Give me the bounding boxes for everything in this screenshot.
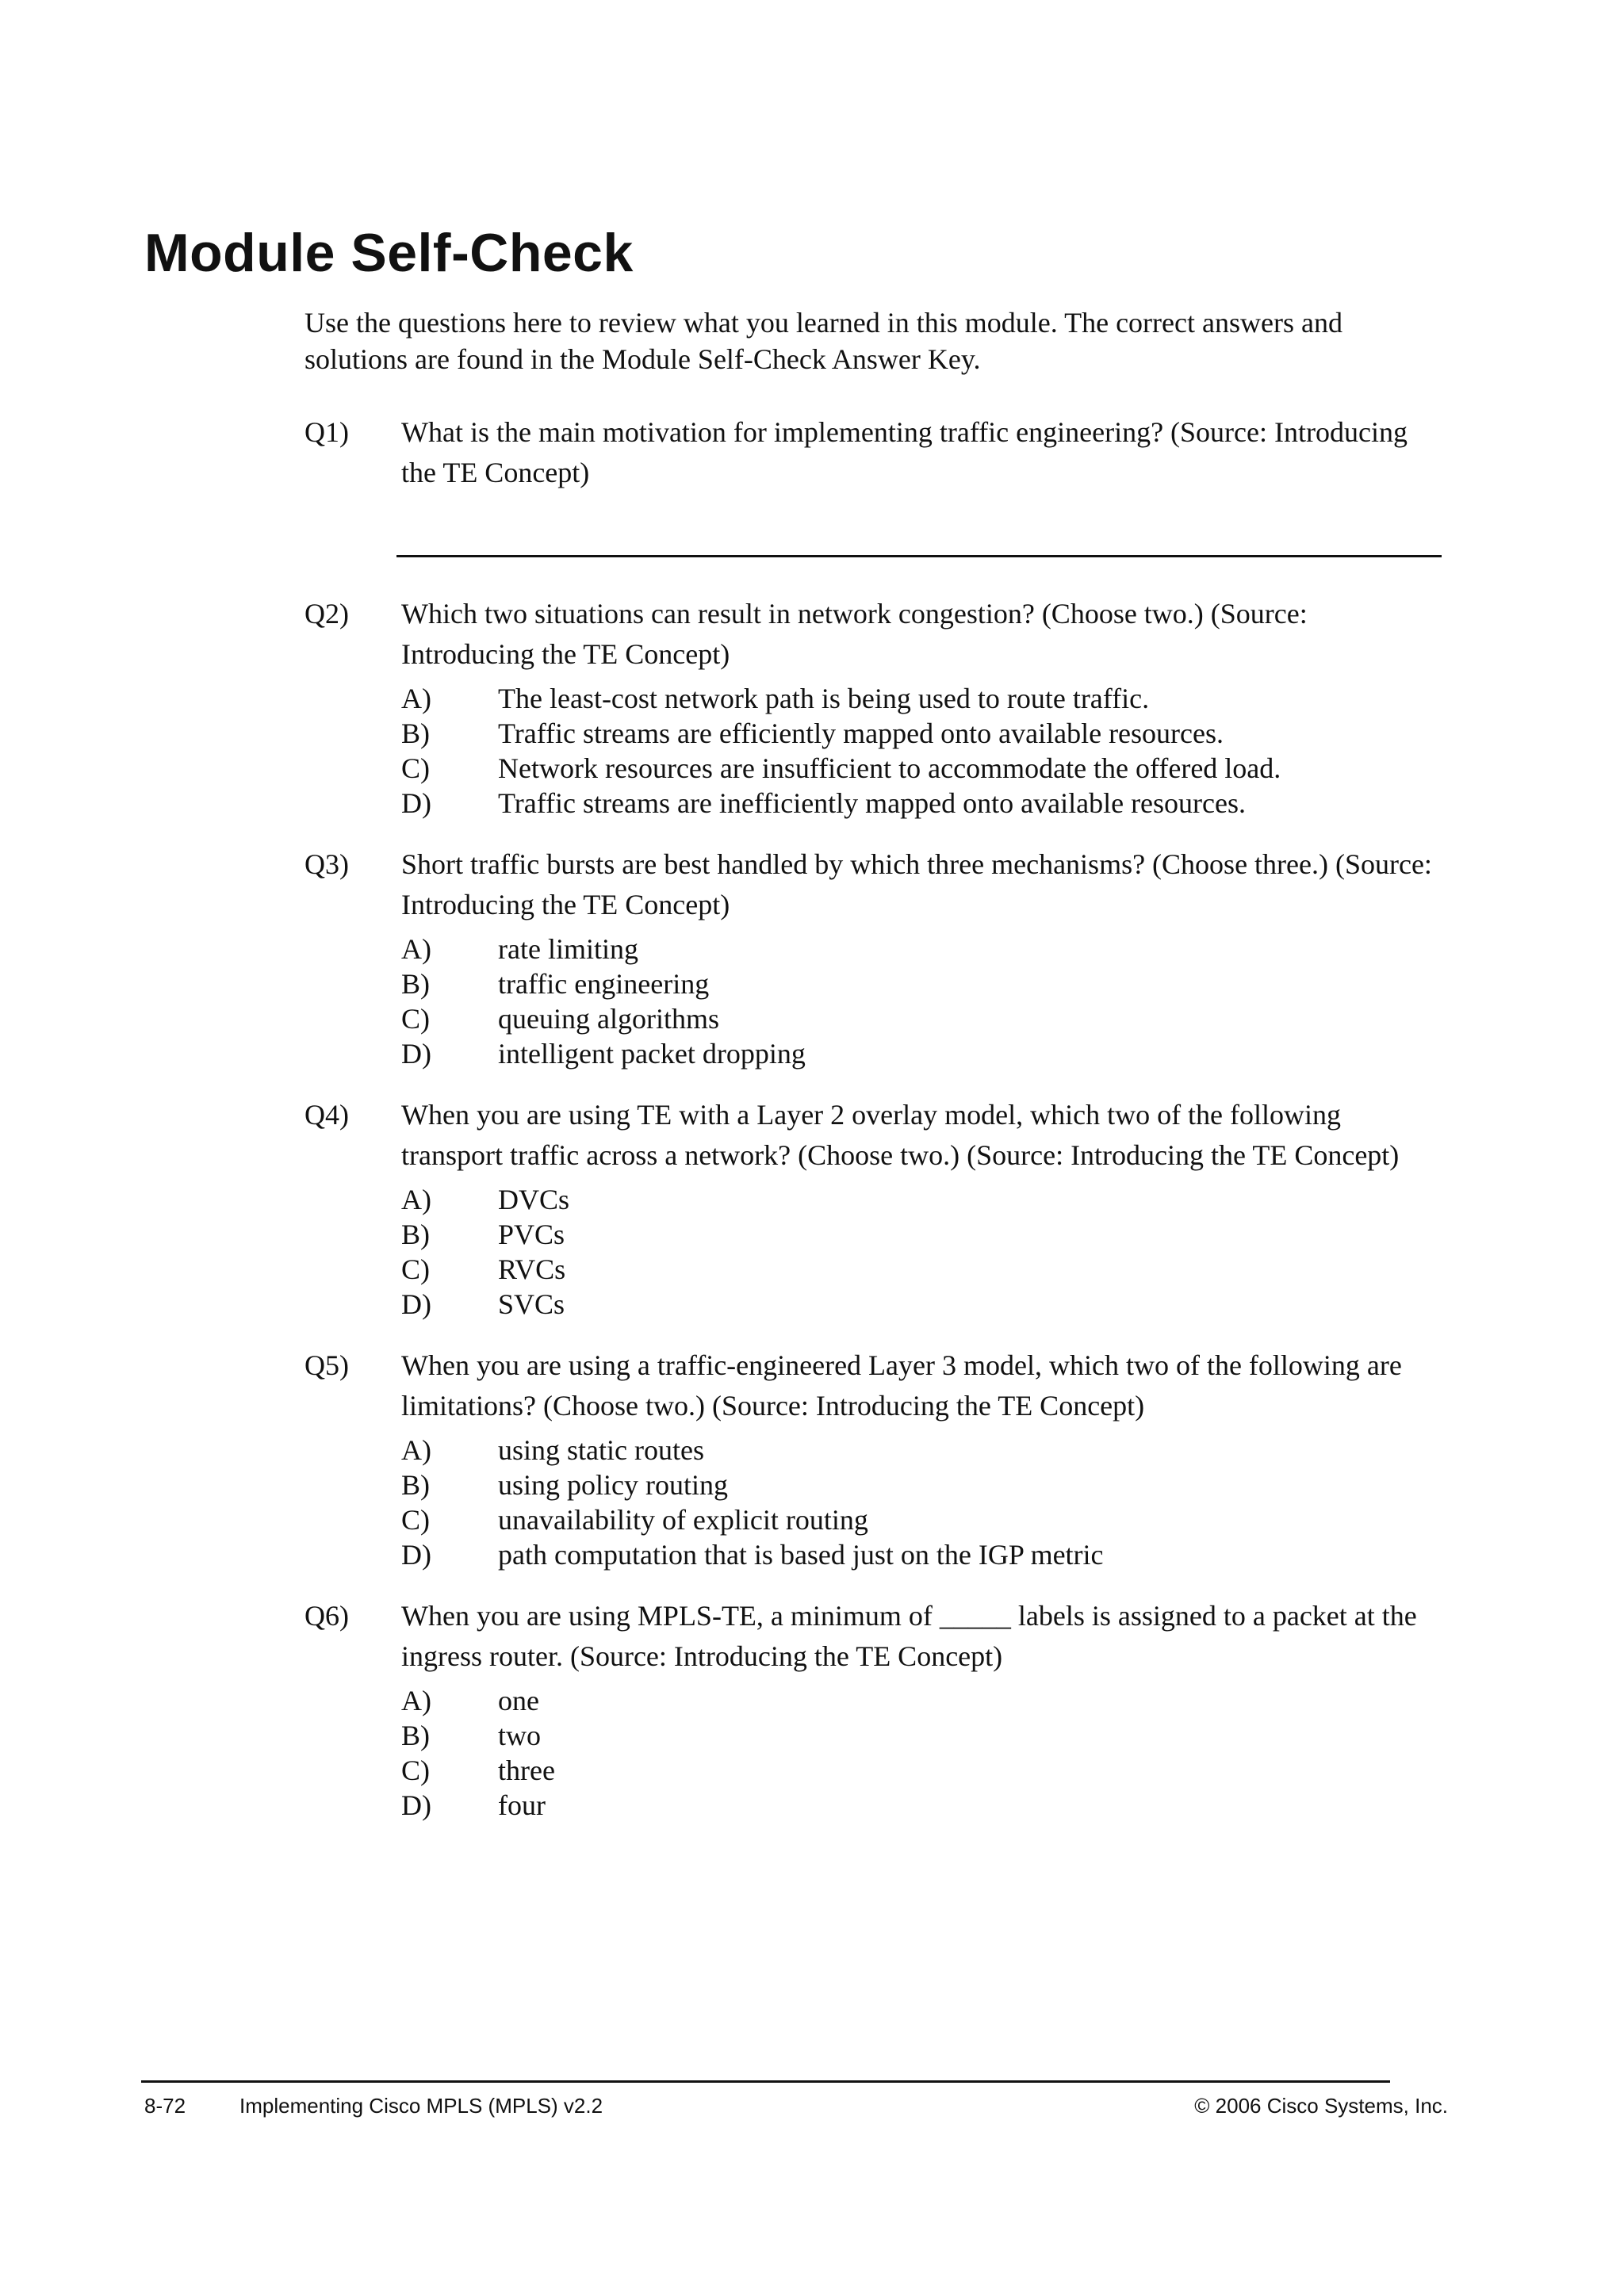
option-text: Network resources are insufficient to accommodate the offered load.: [498, 752, 1281, 784]
question-text: Short traffic bursts are best handled by which three mechanisms? (Choose three.) (Source: Introducing the TE Concept): [401, 848, 1432, 920]
option-text: using policy routing: [498, 1469, 728, 1501]
option-item: [401, 1537, 1446, 1572]
question-label: Q3): [304, 848, 349, 880]
option-text: three: [498, 1755, 555, 1786]
option-item: [401, 1718, 1446, 1753]
question-text: When you are using a traffic-engineered Layer 3 model, which two of the following are limitations? (Choose two.) (Source: Introducing the TE Concept): [401, 1349, 1402, 1422]
option-letter: A): [401, 683, 431, 714]
question-list: [304, 412, 1446, 1846]
option-item: [401, 1502, 1446, 1537]
option-letter: B): [401, 1219, 430, 1250]
option-item: [401, 1788, 1446, 1823]
option-text: RVCs: [498, 1253, 566, 1285]
question-q4: [304, 1095, 1446, 1322]
option-item: [401, 681, 1446, 716]
option-item: [401, 751, 1446, 786]
option-text: using static routes: [498, 1434, 704, 1466]
footer-divider: [141, 2080, 1390, 2083]
option-list: [401, 932, 1446, 1071]
option-item: [401, 1683, 1446, 1718]
option-text: SVCs: [498, 1288, 565, 1320]
option-list: [401, 681, 1446, 821]
option-letter: A): [401, 1685, 431, 1716]
option-item: [401, 1468, 1446, 1502]
option-letter: B): [401, 718, 430, 749]
question-label: Q6): [304, 1600, 349, 1632]
option-text: Traffic streams are inefficiently mapped onto available resources.: [498, 787, 1246, 819]
option-letter: D): [401, 787, 431, 819]
option-letter: D): [401, 1539, 431, 1571]
option-text: intelligent packet dropping: [498, 1038, 806, 1070]
option-item: [401, 1001, 1446, 1036]
option-item: [401, 716, 1446, 751]
option-letter: A): [401, 1434, 431, 1466]
page-title: Module Self-Check: [144, 223, 634, 283]
option-list: [401, 1182, 1446, 1322]
option-item: [401, 932, 1446, 966]
option-text: four: [498, 1789, 546, 1821]
option-text: rate limiting: [498, 933, 638, 965]
option-letter: A): [401, 1184, 431, 1215]
question-text: When you are using MPLS-TE, a minimum of _____ labels is assigned to a packet at the ingress router. (Source: Introducing the TE Concept): [401, 1600, 1417, 1672]
option-letter: C): [401, 1003, 430, 1035]
question-label: Q1): [304, 416, 349, 448]
question-q5: [304, 1345, 1446, 1572]
option-letter: B): [401, 968, 430, 1000]
question-text: What is the main motivation for implementing traffic engineering? (Source: Introducing the TE Concept): [401, 416, 1408, 488]
option-letter: B): [401, 1720, 430, 1751]
option-item: [401, 1217, 1446, 1252]
option-text: Traffic streams are efficiently mapped onto available resources.: [498, 718, 1224, 749]
option-text: traffic engineering: [498, 968, 710, 1000]
option-text: queuing algorithms: [498, 1003, 719, 1035]
option-text: path computation that is based just on the IGP metric: [498, 1539, 1104, 1571]
footer-page-number: 8-72: [144, 2094, 186, 2118]
question-label: Q2): [304, 598, 349, 629]
option-item: [401, 1252, 1446, 1287]
option-item: [401, 1287, 1446, 1322]
option-item: [401, 1182, 1446, 1217]
option-item: [401, 1036, 1446, 1071]
option-text: PVCs: [498, 1219, 565, 1250]
question-text: When you are using TE with a Layer 2 overlay model, which two of the following transport traffic across a network? (Choose two.) (Source: Introducing the TE Concept): [401, 1099, 1400, 1171]
answer-blank-line: [396, 555, 1442, 557]
question-q2: [304, 594, 1446, 821]
option-item: [401, 966, 1446, 1001]
question-q3: [304, 844, 1446, 1071]
option-text: two: [498, 1720, 541, 1751]
option-letter: C): [401, 1253, 430, 1285]
footer-course-title: Implementing Cisco MPLS (MPLS) v2.2: [239, 2094, 603, 2118]
option-item: [401, 1433, 1446, 1468]
option-item: [401, 786, 1446, 821]
option-letter: C): [401, 1504, 430, 1536]
intro-paragraph: Use the questions here to review what you learned in this module. The correct answers and solutions are found in the Module Self-Check Answer Key.: [304, 307, 1342, 375]
question-text: Which two situations can result in network congestion? (Choose two.) (Source: Introducing the TE Concept): [401, 598, 1308, 670]
question-q1: [304, 412, 1446, 557]
question-label: Q4): [304, 1099, 349, 1131]
option-letter: D): [401, 1038, 431, 1070]
option-letter: B): [401, 1469, 430, 1501]
option-text: unavailability of explicit routing: [498, 1504, 868, 1536]
option-text: one: [498, 1685, 539, 1716]
question-q6: [304, 1596, 1446, 1823]
option-list: [401, 1683, 1446, 1823]
option-letter: D): [401, 1288, 431, 1320]
option-letter: C): [401, 752, 430, 784]
option-letter: A): [401, 933, 431, 965]
option-text: DVCs: [498, 1184, 570, 1215]
option-list: [401, 1433, 1446, 1572]
option-letter: C): [401, 1755, 430, 1786]
option-text: The least-cost network path is being used to route traffic.: [498, 683, 1150, 714]
option-letter: D): [401, 1789, 431, 1821]
question-label: Q5): [304, 1349, 349, 1381]
option-item: [401, 1753, 1446, 1788]
footer-copyright: © 2006 Cisco Systems, Inc.: [1194, 2094, 1448, 2118]
